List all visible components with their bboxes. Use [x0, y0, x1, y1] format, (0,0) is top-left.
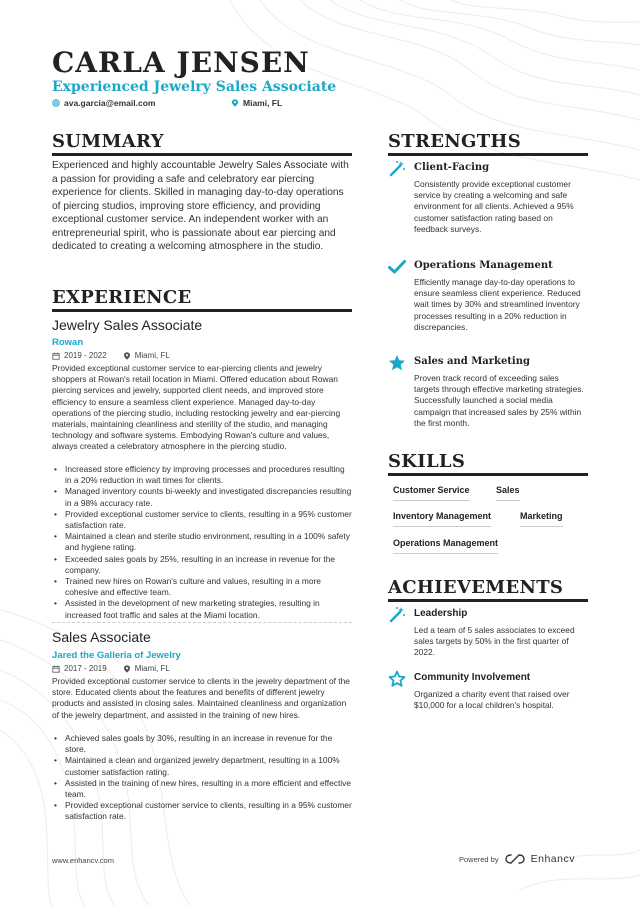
summary-text: Experienced and highly accountable Jewelry Sales Associate with a passion for providing a safe and celebratory ear piercing experience for clients. Skilled in managing day-to-day operations of piercing studios, improving store efficiency, and providing exceptional customer service. An independent worker with an entrepreneurial spirit, who is passionate about ear piercing and dedicated to creating a welcoming atmosphere in the studio. [52, 160, 349, 252]
achievement-item-2 [388, 670, 588, 730]
list-item: • Achieved sales goals by 30%, resulting in an increase in revenue for the store. [52, 733, 352, 755]
skill-tag: Inventory Management [393, 511, 491, 527]
skill-tag: Sales [496, 485, 520, 501]
experience-heading: EXPERIENCE [52, 287, 192, 308]
summary-heading: SUMMARY [52, 131, 164, 152]
checkmark-icon [388, 258, 406, 276]
strength-item-2 [388, 258, 588, 348]
skill-tag: Customer Service [393, 485, 470, 501]
footer-branding [459, 853, 575, 865]
job-meta-1 [52, 351, 186, 360]
strength-text-2: Efficiently manage day-to-day operations to ensure seamless client experience. Reduced wait times by 30% and streamlined inventory processes resulting in a 20% reduction in discrepancies. [414, 277, 581, 332]
strength-title-1: Client-Facing [414, 162, 490, 173]
job-description-2: Provided exceptional customer service to clients in the jewelry department of the store. Educated clients about the features and benefits of different jewelry products and assisted in closing sales. Maintained cleanliness and organization of the jewelry department, and assisted in the training of new hires. [52, 676, 350, 720]
calendar-icon [52, 665, 60, 673]
location-contact [231, 98, 282, 108]
skills-heading: SKILLS [388, 451, 466, 472]
strength-title-3: Sales and Marketing [414, 356, 530, 367]
list-item: • Exceeded sales goals by 25%, resulting in an increase in revenue for the company. [52, 554, 352, 576]
location-pin-icon [123, 352, 131, 360]
email-contact[interactable] [52, 98, 155, 108]
achievement-item-1 [388, 606, 588, 666]
powered-by-text: Powered by [459, 854, 499, 864]
star-icon [388, 354, 406, 372]
job-bullets-1 [52, 464, 352, 621]
job-bullets-2 [52, 733, 352, 823]
list-item: • Trained new hires on Rowan's culture and values, resulting in a more cohesive and effective team. [52, 576, 352, 598]
job-dates-1: 2019 - 2022 [64, 351, 107, 360]
company-1: Rowan [52, 337, 84, 348]
at-icon [52, 99, 60, 107]
calendar-icon [52, 352, 60, 360]
strength-text-3: Proven track record of exceeding sales targets through effective marketing strategies. Successfully launched a social media campaign that increased sales by 25% within the first month. [414, 373, 584, 428]
job-meta-2 [52, 664, 186, 673]
list-item: • Maintained a clean and sterile studio environment, resulting in a 100% safety and hygiene rating. [52, 531, 352, 553]
achievements-rule [388, 599, 588, 602]
skill-tag: Operations Management [393, 538, 498, 554]
achievement-title-1: Leadership [414, 608, 468, 619]
summary-rule [52, 153, 352, 156]
list-item: • Assisted in the training of new hires, resulting in a more efficient and effective team. [52, 778, 352, 800]
candidate-name: CARLA JENSEN [52, 46, 310, 79]
strength-item-1 [388, 160, 588, 250]
achievements-heading: ACHIEVEMENTS [388, 577, 564, 598]
skill-tag: Marketing [520, 511, 563, 527]
list-item: • Maintained a clean and organized jewelry department, resulting in a 100% customer satisfaction rating. [52, 755, 352, 777]
strength-text-1: Consistently provide exceptional customer service by creating a welcoming and safe environment for all clients. Achieved a 95% customer satisfaction rating based on feedback surveys. [414, 179, 574, 234]
footer-website[interactable]: www.enhancv.com [52, 856, 114, 865]
list-item: • Increased store efficiency by improving processes and procedures resulting in a 20% reduction in wait times for clients. [52, 464, 352, 486]
location-pin-icon [231, 99, 239, 107]
list-item: • Assisted in the development of new marketing strategies, resulting in increased foot traffic and sales at the Miami location. [52, 598, 352, 620]
magic-wand-icon [388, 160, 406, 178]
job-location-1: Miami, FL [134, 351, 170, 360]
achievement-title-2: Community Involvement [414, 672, 531, 683]
skills-rule [388, 473, 588, 476]
brand-name: Enhancv [530, 853, 575, 865]
list-item: • Managed inventory counts bi-weekly and investigated discrepancies resulting in a 98% accuracy rate. [52, 486, 352, 508]
job-location-2: Miami, FL [134, 664, 170, 673]
strengths-rule [388, 153, 588, 156]
star-outline-icon [388, 670, 406, 688]
job-title-1: Jewelry Sales Associate [52, 317, 203, 333]
strength-title-2: Operations Management [414, 260, 553, 271]
strength-item-3 [388, 354, 588, 434]
location-text: Miami, FL [243, 98, 283, 108]
job-description-1: Provided exceptional customer service to ear-piercing clients and jewelry shoppers at Rowan's retail location in Miami. Offered education about Rowan piercing services and jewelry, supported client needs, and improved store efficiency to ensure a seamless client experience. Managed day-to-day operations of the piercing studio, including restocking jewelry and ear-piercing materials, maintaining cleanliness and sterility of the studio, and managing technology and software systems. Embodying Rowan's culture and values, always created a celebratory atmosphere in the piercing studio. [52, 363, 341, 452]
achievement-text-1: Led a team of 5 sales associates to exceed sales targets by 50% in the first quarter of 2022. [414, 625, 575, 658]
company-2: Jared the Galleria of Jewelry [52, 650, 181, 661]
location-pin-icon [123, 665, 131, 673]
job-divider [52, 622, 352, 623]
enhancv-logo-icon [505, 853, 525, 865]
list-item: • Provided exceptional customer service to clients, resulting in a 95% customer satisfaction rate. [52, 800, 352, 822]
achievement-text-2: Organized a charity event that raised over $10,000 for a local children's hospital. [414, 689, 570, 711]
job-title-2: Sales Associate [52, 629, 151, 645]
magic-wand-icon [388, 606, 406, 624]
strengths-heading: STRENGTHS [388, 131, 521, 152]
experience-rule [52, 309, 352, 312]
candidate-title: Experienced Jewelry Sales Associate [52, 79, 337, 95]
job-dates-2: 2017 - 2019 [64, 664, 107, 673]
list-item: • Provided exceptional customer service to clients, resulting in a 95% customer satisfaction rate. [52, 509, 352, 531]
email-text: ava.garcia@email.com [64, 98, 156, 108]
